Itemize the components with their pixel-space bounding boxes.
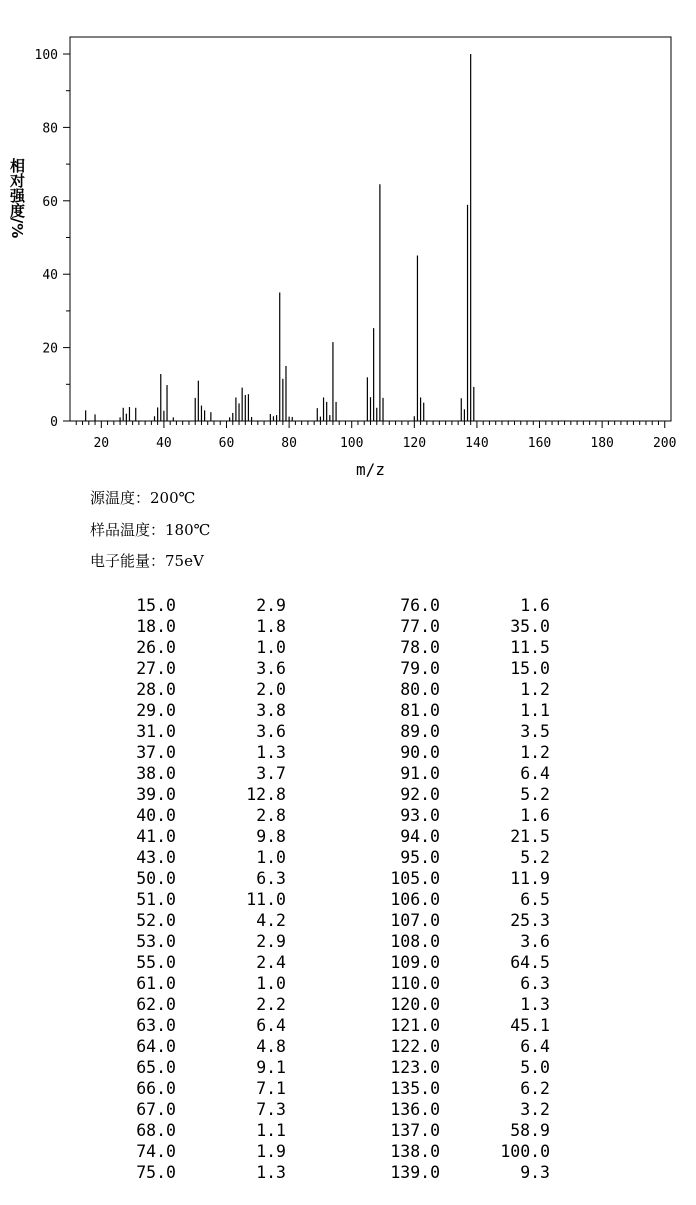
intensity-cell: 1.3 bbox=[256, 743, 286, 762]
x-tick-label: 120 bbox=[402, 436, 427, 451]
intensity-cell: 21.5 bbox=[510, 827, 550, 846]
x-tick-label: 140 bbox=[465, 436, 489, 451]
mz-cell: 40.0 bbox=[136, 806, 176, 825]
mz-cell: 52.0 bbox=[136, 911, 176, 930]
mz-cell: 28.0 bbox=[136, 680, 176, 699]
y-tick-label: 0 bbox=[50, 415, 58, 430]
intensity-cell: 3.8 bbox=[256, 701, 286, 720]
y-tick-label: 80 bbox=[42, 121, 58, 137]
mz-cell: 63.0 bbox=[136, 1016, 176, 1035]
y-tick-label: 40 bbox=[42, 268, 58, 284]
mz-cell: 31.0 bbox=[136, 722, 176, 741]
mz-cell: 79.0 bbox=[400, 659, 440, 678]
x-tick-label: 180 bbox=[590, 436, 614, 451]
source-temperature: 源温度：200℃ bbox=[90, 489, 196, 507]
mz-cell: 109.0 bbox=[390, 953, 440, 972]
intensity-cell: 5.0 bbox=[520, 1058, 550, 1077]
intensity-cell: 1.6 bbox=[520, 806, 550, 825]
intensity-cell: 64.5 bbox=[510, 953, 550, 972]
mz-cell: 15.0 bbox=[136, 596, 176, 615]
x-tick-label: 20 bbox=[93, 436, 110, 451]
mz-cell: 29.0 bbox=[136, 701, 176, 720]
mz-cell: 89.0 bbox=[400, 722, 440, 741]
intensity-cell: 1.6 bbox=[520, 596, 550, 615]
intensity-cell: 35.0 bbox=[510, 617, 550, 636]
intensity-cell: 58.9 bbox=[510, 1121, 550, 1140]
intensity-cell: 3.5 bbox=[520, 722, 550, 741]
intensity-cell: 5.2 bbox=[520, 785, 550, 804]
intensity-cell: 2.4 bbox=[256, 953, 286, 972]
mz-cell: 26.0 bbox=[136, 638, 176, 657]
mz-cell: 81.0 bbox=[400, 701, 440, 720]
mz-cell: 55.0 bbox=[136, 953, 176, 972]
mz-cell: 38.0 bbox=[136, 764, 176, 783]
mz-cell: 65.0 bbox=[136, 1058, 176, 1077]
intensity-cell: 3.6 bbox=[256, 659, 286, 678]
mz-cell: 107.0 bbox=[390, 911, 440, 930]
mz-cell: 105.0 bbox=[390, 869, 440, 888]
mz-cell: 94.0 bbox=[400, 827, 440, 846]
intensity-cell: 2.8 bbox=[256, 806, 286, 825]
mz-cell: 18.0 bbox=[136, 617, 176, 636]
mz-cell: 121.0 bbox=[390, 1016, 440, 1035]
mass-spectrum-chart bbox=[0, 0, 696, 490]
intensity-cell: 2.9 bbox=[256, 932, 286, 951]
intensity-cell: 1.2 bbox=[520, 680, 550, 699]
intensity-cell: 9.1 bbox=[256, 1058, 286, 1077]
y-axis-label: 相对强度/% bbox=[8, 157, 26, 239]
intensity-cell: 6.3 bbox=[256, 869, 286, 888]
intensity-cell: 1.0 bbox=[256, 638, 286, 657]
x-tick-label: 40 bbox=[156, 436, 172, 451]
intensity-cell: 2.2 bbox=[256, 995, 286, 1014]
mz-cell: 108.0 bbox=[390, 932, 440, 951]
intensity-cell: 6.3 bbox=[520, 974, 550, 993]
electron-energy: 电子能量：75eV bbox=[90, 552, 204, 570]
intensity-cell: 12.8 bbox=[246, 785, 286, 804]
x-tick-label: 60 bbox=[218, 436, 235, 451]
intensity-cell: 1.0 bbox=[256, 974, 286, 993]
intensity-cell: 5.2 bbox=[520, 848, 550, 867]
mz-cell: 61.0 bbox=[136, 974, 176, 993]
intensity-cell: 4.8 bbox=[256, 1037, 286, 1056]
mz-cell: 41.0 bbox=[136, 827, 176, 846]
mz-cell: 75.0 bbox=[136, 1163, 176, 1182]
mz-cell: 78.0 bbox=[400, 638, 440, 657]
intensity-cell: 7.1 bbox=[256, 1079, 286, 1098]
intensity-cell: 6.4 bbox=[256, 1016, 286, 1035]
mz-cell: 93.0 bbox=[400, 806, 440, 825]
intensity-cell: 3.6 bbox=[520, 932, 550, 951]
y-tick-label: 60 bbox=[42, 194, 58, 210]
intensity-cell: 6.5 bbox=[520, 890, 550, 909]
mz-cell: 135.0 bbox=[390, 1079, 440, 1098]
mz-cell: 39.0 bbox=[136, 785, 176, 804]
mz-cell: 122.0 bbox=[390, 1037, 440, 1056]
mz-cell: 37.0 bbox=[136, 743, 176, 762]
mz-cell: 137.0 bbox=[390, 1121, 440, 1140]
intensity-cell: 1.1 bbox=[256, 1121, 286, 1140]
x-axis-label: m/z bbox=[356, 460, 385, 479]
intensity-cell: 9.3 bbox=[520, 1163, 550, 1182]
intensity-cell: 1.1 bbox=[520, 701, 550, 720]
mz-cell: 67.0 bbox=[136, 1100, 176, 1119]
mz-cell: 138.0 bbox=[390, 1142, 440, 1161]
intensity-cell: 6.2 bbox=[520, 1079, 550, 1098]
mz-cell: 53.0 bbox=[136, 932, 176, 951]
intensity-cell: 1.9 bbox=[256, 1142, 286, 1161]
peak-table bbox=[0, 595, 696, 1195]
mz-cell: 106.0 bbox=[390, 890, 440, 909]
intensity-cell: 11.0 bbox=[246, 890, 286, 909]
intensity-cell: 1.3 bbox=[520, 995, 550, 1014]
y-tick-label: 20 bbox=[42, 341, 58, 357]
mz-cell: 50.0 bbox=[136, 869, 176, 888]
intensity-cell: 3.2 bbox=[520, 1100, 550, 1119]
plot-frame bbox=[70, 37, 671, 421]
x-tick-label: 200 bbox=[652, 436, 677, 451]
mz-cell: 80.0 bbox=[400, 680, 440, 699]
mz-cell: 74.0 bbox=[136, 1142, 176, 1161]
intensity-cell: 1.2 bbox=[520, 743, 550, 762]
intensity-cell: 45.1 bbox=[510, 1016, 550, 1035]
mz-cell: 91.0 bbox=[400, 764, 440, 783]
intensity-cell: 1.0 bbox=[256, 848, 286, 867]
y-tick-label: 100 bbox=[34, 48, 58, 63]
mz-cell: 77.0 bbox=[400, 617, 440, 636]
mz-cell: 95.0 bbox=[400, 848, 440, 867]
intensity-cell: 3.7 bbox=[256, 764, 286, 783]
x-tick-label: 160 bbox=[527, 436, 552, 451]
x-tick-label: 100 bbox=[339, 436, 364, 451]
mz-cell: 64.0 bbox=[136, 1037, 176, 1056]
intensity-cell: 25.3 bbox=[510, 911, 550, 930]
intensity-cell: 100.0 bbox=[500, 1142, 550, 1161]
mz-cell: 123.0 bbox=[390, 1058, 440, 1077]
mz-cell: 51.0 bbox=[136, 890, 176, 909]
intensity-cell: 1.8 bbox=[256, 617, 286, 636]
intensity-cell: 15.0 bbox=[510, 659, 550, 678]
mz-cell: 27.0 bbox=[136, 659, 176, 678]
intensity-cell: 3.6 bbox=[256, 722, 286, 741]
mz-cell: 76.0 bbox=[400, 596, 440, 615]
mz-cell: 68.0 bbox=[136, 1121, 176, 1140]
mz-cell: 66.0 bbox=[136, 1079, 176, 1098]
intensity-cell: 6.4 bbox=[520, 764, 550, 783]
mz-cell: 120.0 bbox=[390, 995, 440, 1014]
intensity-cell: 2.9 bbox=[256, 596, 286, 615]
intensity-cell: 1.3 bbox=[256, 1163, 286, 1182]
intensity-cell: 4.2 bbox=[256, 911, 286, 930]
x-tick-label: 80 bbox=[281, 436, 297, 451]
mz-cell: 136.0 bbox=[390, 1100, 440, 1119]
intensity-cell: 11.9 bbox=[510, 869, 550, 888]
intensity-cell: 2.0 bbox=[256, 680, 286, 699]
mz-cell: 90.0 bbox=[400, 743, 440, 762]
sample-temperature: 样品温度：180℃ bbox=[90, 521, 211, 539]
mz-cell: 92.0 bbox=[400, 785, 440, 804]
intensity-cell: 9.8 bbox=[256, 827, 286, 846]
intensity-cell: 6.4 bbox=[520, 1037, 550, 1056]
mz-cell: 43.0 bbox=[136, 848, 176, 867]
intensity-cell: 11.5 bbox=[510, 638, 550, 657]
intensity-cell: 7.3 bbox=[256, 1100, 286, 1119]
mz-cell: 62.0 bbox=[136, 995, 176, 1014]
mz-cell: 110.0 bbox=[390, 974, 440, 993]
mz-cell: 139.0 bbox=[390, 1163, 440, 1182]
